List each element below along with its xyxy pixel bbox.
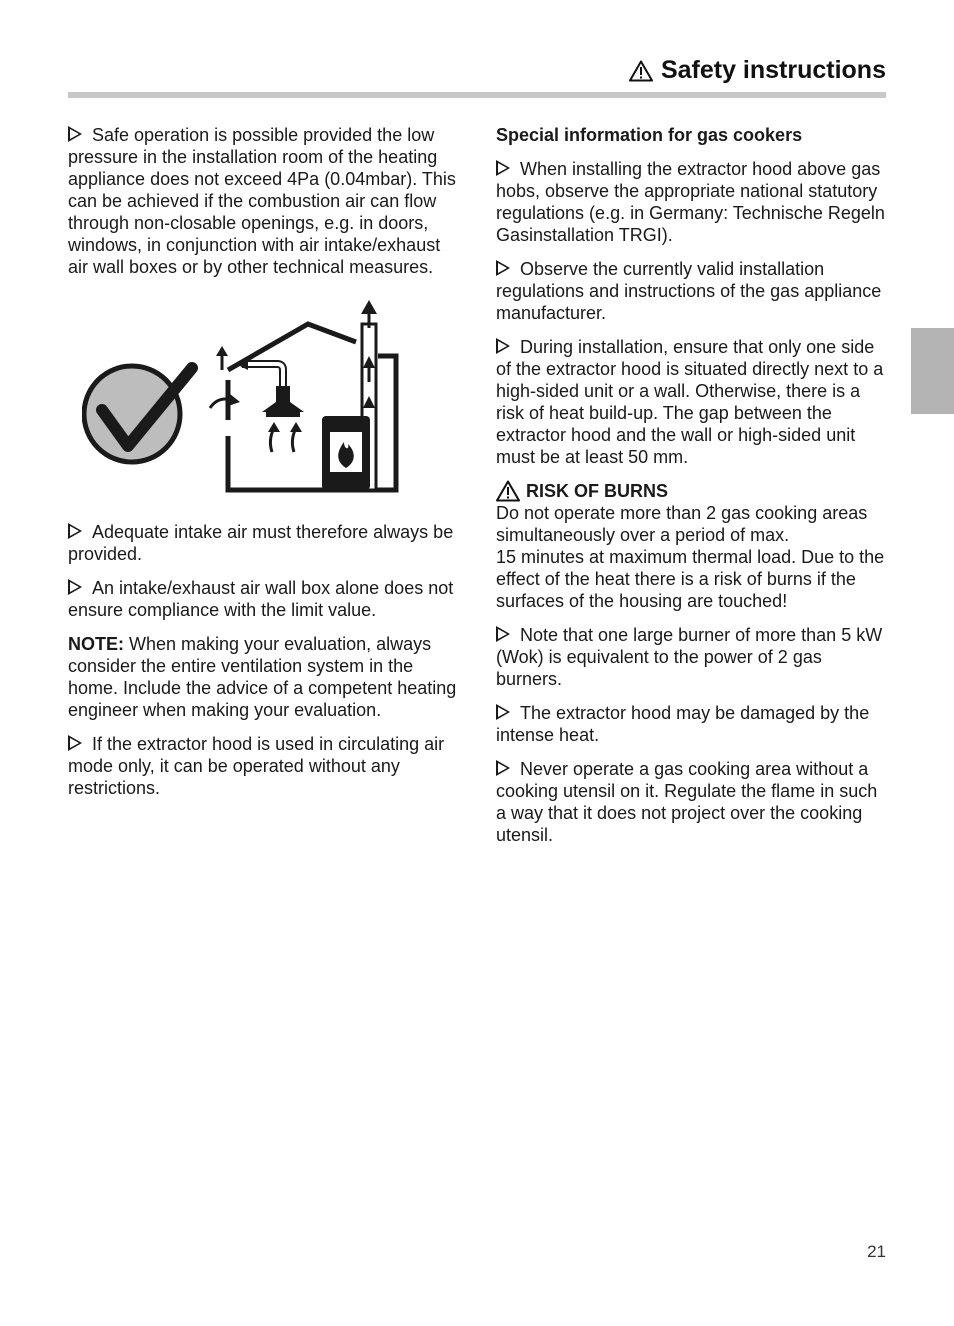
- chapter-tab: [911, 328, 954, 414]
- bullet-triangle-icon: [496, 704, 510, 720]
- warning-triangle-icon: [629, 60, 653, 82]
- bullet-triangle-icon: [496, 260, 510, 276]
- paragraph-wok-burner: Note that one large burner of more than 5 kW (Wok) is equivalent to the power of 2 gas burners.: [496, 625, 883, 689]
- paragraph-note: NOTE: When making your evaluation, always consider the entire ventilation system in the home. Include the advice of a competent heating engineer when making your evaluation.: [68, 634, 457, 720]
- bullet-triangle-icon: [68, 523, 82, 539]
- note-label: NOTE:: [68, 634, 124, 654]
- bullet-triangle-icon: [68, 126, 82, 142]
- paragraph-cooking-utensil: Never operate a gas cooking area without a cooking utensil on it. Regulate the flame in such a way that it does not project over the cooking utensil.: [496, 759, 878, 845]
- paragraph-intake-air: Adequate intake air must therefore always be provided.: [68, 522, 454, 564]
- warning-text: Do not operate more than 2 gas cooking areas simultaneously over a period of max. 15 minutes at maximum thermal load. Due to the effect of the heat there is a risk of burns if the surfaces of the housing are touched!: [496, 503, 885, 611]
- bullet-triangle-icon: [496, 160, 510, 176]
- page-number: 21: [867, 1242, 886, 1261]
- warning-title: RISK OF BURNS: [526, 481, 669, 501]
- left-column: [68, 124, 462, 811]
- warning-heading: [496, 480, 888, 502]
- bullet-triangle-icon: [496, 338, 510, 354]
- paragraph-regulations: Observe the currently valid installation regulations and instructions of the gas appliance manufacturer.: [496, 259, 882, 323]
- page-title-text: Safety instructions: [660, 56, 886, 84]
- section-heading-gas-cookers: Special information for gas cookers: [496, 125, 803, 145]
- paragraph-gas-hobs: When installing the extractor hood above gas hobs, observe the appropriate national statutory regulations (e.g. in Germany: Technische Regeln Gasinstallation TRGI).: [496, 159, 885, 245]
- header-rule: [68, 92, 886, 98]
- bullet-triangle-icon: [496, 760, 510, 776]
- paragraph-installation-side: During installation, ensure that only one side of the extractor hood is situated directly next to a high-sided unit or a wall. Otherwise, there is a risk of heat build-up. The gap between the extractor hood and the wall or high-sided unit must be at least 50 mm.: [496, 337, 884, 467]
- warning-triangle-icon: [496, 480, 520, 502]
- bullet-triangle-icon: [496, 626, 510, 642]
- ventilation-illustration: [82, 300, 400, 494]
- paragraph-wall-box: An intake/exhaust air wall box alone does not ensure compliance with the limit value.: [68, 578, 454, 620]
- extractor-hood-icon: [262, 386, 304, 412]
- right-column: [496, 124, 888, 858]
- paragraph-low-pressure: Safe operation is possible provided the low pressure in the installation room of the heating appliance does not exceed 4Pa (0.04mbar). This can be achieved if the combustion air can flow through non-closable openings, e.g. in doors, windows, in conjunction with air intake/exhaust air wall boxes or by other technical measures.: [68, 125, 456, 277]
- page-title: [629, 56, 886, 85]
- bullet-triangle-icon: [68, 735, 82, 751]
- paragraph-circulating-air: If the extractor hood is used in circulating air mode only, it can be operated without any restrictions.: [68, 734, 445, 798]
- bullet-triangle-icon: [68, 579, 82, 595]
- paragraph-heat-damage: The extractor hood may be damaged by the intense heat.: [496, 703, 870, 745]
